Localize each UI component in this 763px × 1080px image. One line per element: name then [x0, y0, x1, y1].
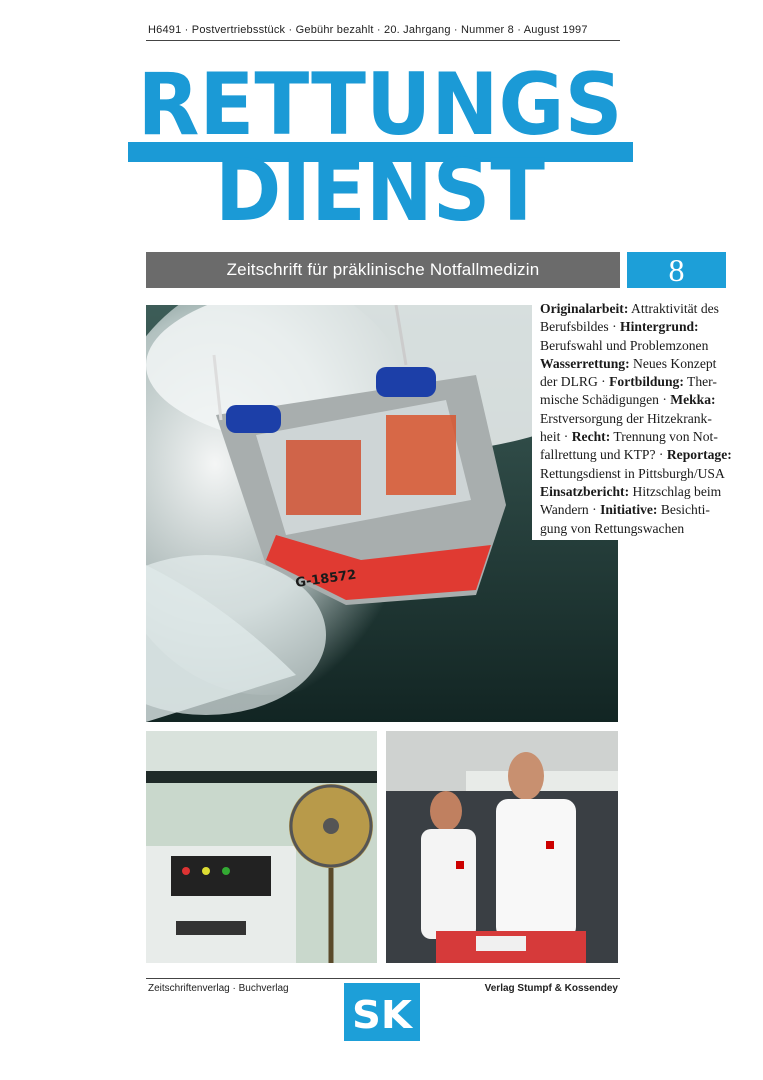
magazine-title-logo — [128, 58, 633, 226]
contents-text: Trennung von Not- — [610, 429, 718, 445]
issue-number: 8 — [668, 251, 685, 288]
top-divider — [146, 40, 620, 41]
contents-text: Rettungsdienst in Pittsburgh/USA — [540, 465, 725, 481]
contents-text: Attraktivität des — [628, 301, 719, 316]
contents-line — [540, 318, 732, 336]
contents-heading: Hintergrund: — [620, 319, 699, 335]
contents-heading: Initiative: — [600, 502, 658, 518]
contents-line — [540, 465, 732, 483]
contents-heading: Fortbildung: — [609, 374, 684, 390]
contents-line — [540, 446, 732, 464]
contents-line — [540, 483, 732, 501]
footer-left-text: Zeitschriftenverlag · Buchverlag — [148, 983, 289, 994]
title-line-1: RETTUNGS — [137, 58, 623, 155]
contents-heading: Reportage: — [666, 447, 732, 463]
contents-line — [540, 337, 732, 355]
paramedics-photo — [386, 731, 618, 963]
contents-heading: Recht: — [571, 429, 611, 445]
contents-text: Ther- — [683, 374, 717, 390]
contents-text: mische Schädigungen · — [540, 392, 671, 408]
contents-text: Berufswahl und Problemzonen — [540, 337, 709, 353]
footer-divider — [146, 978, 620, 979]
contents-line — [540, 410, 732, 428]
publisher-name: Verlag Stumpf & Kossendey — [484, 983, 618, 994]
fan-and-equipment-photo — [146, 731, 377, 963]
publisher-logo — [344, 983, 420, 1041]
contents-line — [540, 373, 732, 391]
contents-text: gung von Rettungswachen — [540, 520, 685, 536]
table-of-contents — [532, 298, 732, 540]
contents-line — [540, 355, 732, 373]
subtitle-bar — [146, 252, 620, 288]
contents-text: Wandern · — [540, 502, 601, 518]
subtitle-text: Zeitschrift für präklinische Notfallmedizin — [226, 260, 540, 279]
boat-hull-marking: G-18572 — [294, 567, 358, 591]
contents-heading: Einsatzbericht: — [540, 483, 630, 499]
contents-heading: Wasserrettung: — [540, 355, 630, 371]
contents-text: Besichti- — [657, 502, 710, 518]
contents-line — [540, 501, 732, 519]
contents-heading: Mekka: — [670, 392, 716, 408]
issue-number-box — [627, 252, 726, 288]
contents-line — [540, 428, 732, 446]
contents-text: Hitzschlag beim — [629, 483, 722, 499]
contents-text: Neues Konzept — [629, 355, 717, 371]
contents-line — [540, 520, 732, 538]
contents-text: fallrettung und KTP? · — [540, 447, 667, 463]
publisher-logo-text: SK — [352, 993, 414, 1037]
title-line-2: DIENST — [215, 141, 546, 226]
contents-line — [540, 391, 732, 409]
contents-text: der DLRG · — [540, 374, 610, 390]
masthead-info-line: H6491 · Postvertriebsstück · Gebühr bezahlt · 20. Jahrgang · Nummer 8 · August 1997 — [148, 24, 588, 36]
contents-line — [540, 300, 732, 318]
contents-heading: Originalarbeit: — [540, 301, 629, 316]
contents-text: Berufsbildes · — [540, 319, 621, 335]
contents-text: heit · — [540, 429, 572, 445]
contents-text: Erstversorgung der Hitzekrank- — [540, 410, 712, 426]
